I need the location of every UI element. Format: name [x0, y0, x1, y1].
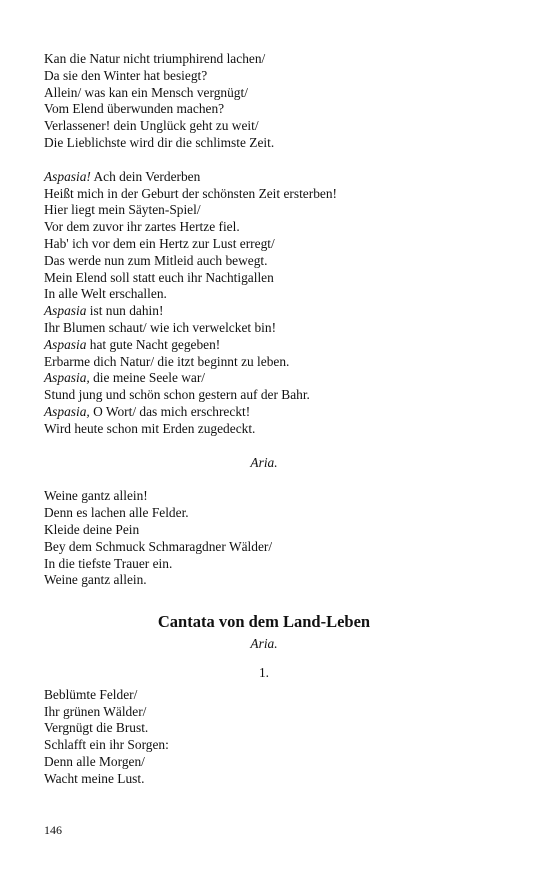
- verse-line: [44, 320, 484, 337]
- verse-line: Bey dem Schmuck Schmaragdner Wälder/: [44, 538, 273, 554]
- verse-text: Hier liegt mein Säyten-Spiel/: [44, 202, 201, 218]
- verse-text: Das werde nun zum Mitleid auch bewegt.: [44, 252, 268, 268]
- verse-line: Verlassener! dein Unglück geht zu weit/: [44, 118, 259, 134]
- section-title: Cantata von dem Land-Leben: [157, 612, 371, 632]
- stanza-gap: [44, 152, 484, 169]
- verse-text: hat gute Nacht gegeben!: [86, 336, 221, 352]
- verse-line: In die tiefste Trauer ein.: [44, 555, 173, 571]
- verse-text: In alle Welt erschallen.: [44, 286, 167, 302]
- verse-line: [44, 169, 484, 186]
- verse-line: [44, 303, 484, 320]
- section-gap: [44, 589, 484, 612]
- verse-line: [44, 186, 484, 203]
- verse-text: Hab' ich vor dem ein Hertz zur Lust erregt/: [44, 235, 275, 251]
- verse-line: [44, 387, 484, 404]
- verse-text: Stund jung und schön schon gestern auf der Bahr.: [44, 387, 310, 403]
- verse-line: [44, 370, 484, 387]
- verse-text: Heißt mich in der Geburt der schönsten Zeit ersterben!: [44, 185, 338, 201]
- verse-line: Vom Elend überwunden machen?: [44, 101, 225, 117]
- verse-line: Kleide deine Pein: [44, 521, 140, 537]
- verse-line: Schlafft ein ihr Sorgen:: [44, 737, 169, 753]
- verse-line: Vergnügt die Brust.: [44, 720, 149, 736]
- verse-line: [44, 337, 484, 354]
- verse-line: [44, 421, 484, 438]
- verse-text: Mein Elend soll statt euch ihr Nachtigallen: [44, 269, 274, 285]
- verse-text: O Wort/ das mich erschreckt!: [89, 403, 251, 419]
- verse-text: ist nun dahin!: [86, 303, 164, 319]
- aria-heading: Aria.: [250, 454, 278, 470]
- verse-line: [44, 354, 484, 371]
- page-number: 146: [44, 823, 62, 837]
- verse-line: Denn alle Morgen/: [44, 753, 145, 769]
- aria-heading: Aria.: [250, 636, 278, 652]
- verse-line: Kan die Natur nicht triumphirend lachen/: [44, 51, 266, 66]
- verse-line: [44, 286, 484, 303]
- verse-line: [44, 219, 484, 236]
- stanza-gap: [44, 471, 484, 488]
- stanza-recitative-1: [44, 51, 484, 152]
- verse-line: Die Lieblichste wird dir die schlimste Zeit.: [44, 134, 275, 150]
- verse-text: Erbarme dich Natur/ die itzt beginnt zu leben.: [44, 353, 290, 369]
- stanza-recitative-2: [44, 169, 484, 438]
- verse-name: Aspasia!: [44, 168, 91, 184]
- verse-name: Aspasia,: [44, 370, 90, 386]
- verse-line: Ihr grünen Wälder/: [44, 703, 147, 719]
- verse-line: [44, 202, 484, 219]
- stanza-aria-1: [44, 488, 484, 589]
- page-body: [44, 51, 484, 787]
- verse-line: [44, 253, 484, 270]
- verse-line: Weine gantz allein!: [44, 488, 148, 504]
- verse-line: Da sie den Winter hat besiegt?: [44, 67, 208, 83]
- aria-number: 1.: [258, 664, 270, 680]
- verse-name: Aspasia: [44, 303, 87, 319]
- verse-name: Aspasia: [44, 336, 87, 352]
- verse-text: Vor dem zuvor ihr zartes Hertze fiel.: [44, 219, 240, 235]
- verse-line: Wacht meine Lust.: [44, 770, 145, 786]
- verse-line: Allein/ was kan ein Mensch vergnügt/: [44, 84, 248, 100]
- stanza-gap: [44, 438, 484, 455]
- verse-text: Ach dein Verderben: [90, 168, 201, 184]
- stanza-gap: [44, 653, 484, 665]
- verse-line: Beblümte Felder/: [44, 686, 138, 702]
- verse-name: Aspasia,: [44, 403, 90, 419]
- verse-text: Wird heute schon mit Erden zugedeckt.: [44, 420, 256, 436]
- verse-line: Denn es lachen alle Felder.: [44, 505, 189, 521]
- verse-line: [44, 236, 484, 253]
- verse-text: die meine Seele war/: [89, 370, 206, 386]
- verse-line: [44, 270, 484, 287]
- stanza-aria-2: [44, 687, 484, 788]
- verse-text: Ihr Blumen schaut/ wie ich verwelcket bin!: [44, 319, 277, 335]
- verse-line: Weine gantz allein.: [44, 572, 147, 588]
- verse-line: [44, 404, 484, 421]
